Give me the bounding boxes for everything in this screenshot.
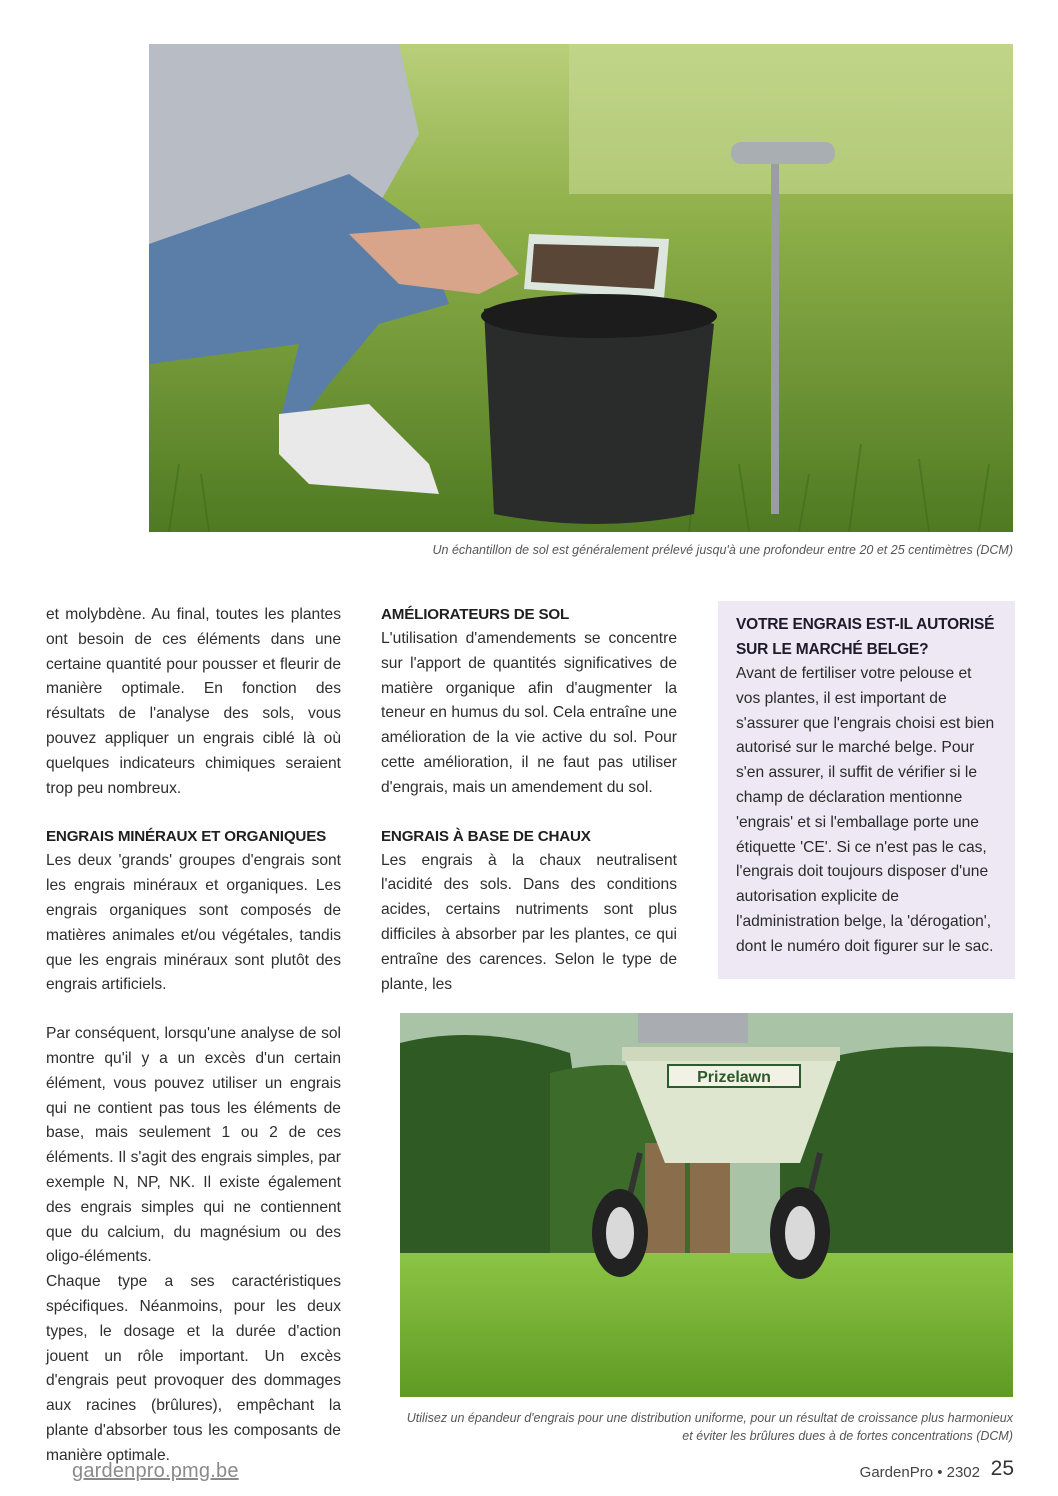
article-column-1	[46, 603, 341, 1469]
paragraph: Les engrais à la chaux neutralisent l'acidité des sols. Dans des conditions acides, certains nutriments sont plus difficiles à absorber par les plantes, ce qui entraîne des carences. Selon le type de plante, les	[381, 851, 677, 993]
paragraph: Par conséquent, lorsqu'une analyse de sol montre qu'il y a un excès d'un certain élément, vous pouvez utiliser un engrais qui ne contient pas tous les éléments de base, mais seulement 1 ou 2 de ces éléments. Il s'agit des engrais simples, par exemple N, NP, NK. Il existe également des engrais simples qui ne contiennent que du calcium, du magnésium ou des oligo-éléments.	[46, 1025, 341, 1266]
spreader-brand-label: Prizelawn	[697, 1069, 771, 1086]
info-box-title: VOTRE ENGRAIS EST-IL AUTORISÉ SUR LE MARCHÉ BELGE?	[736, 616, 995, 658]
page-number: 25	[990, 1457, 1014, 1480]
photo-caption: Un échantillon de sol est généralement prélevé jusqu'à une profondeur entre 20 et 25 centimètres (DCM)	[432, 543, 1013, 557]
footer-url-link[interactable]: gardenpro.pmg.be	[72, 1460, 239, 1482]
info-box-text: Avant de fertiliser votre pelouse et vos plantes, il est important de s'assurer que l'engrais choisi est bien autorisé sur le marché belge. Pour s'en assurer, il suffit de vérifier si le champ de déclaration mentionne 'engrais' et si l'emballage porte une étiquette 'CE'. Si ce n'est pas le cas, l'engrais doit toujours disposer d'une autorisation explicite de l'administration belge, la 'dérogation', dont le numéro doit figurer sur le sac.	[736, 665, 995, 955]
section-heading: ENGRAIS À BASE DE CHAUX	[381, 827, 591, 845]
paragraph: L'utilisation d'amendements se concentre sur l'apport de quantités significatives de matière organique afin d'augmenter la teneur en humus du sol. Cela entraîne une amélioration de la vie active du sol. Pour cette amélioration, il ne faut pas utiliser d'engrais, mais un amendement du sol.	[381, 630, 677, 796]
info-box	[718, 601, 1015, 979]
spreader-photo	[400, 1013, 1013, 1397]
footer-magazine: GardenPro • 2302	[859, 1464, 980, 1481]
soil-sampling-photo	[149, 44, 1013, 532]
section-heading: AMÉLIORATEURS DE SOL	[381, 606, 570, 623]
section-heading: ENGRAIS MINÉRAUX ET ORGANIQUES	[46, 828, 327, 846]
photo-caption: Utilisez un épandeur d'engrais pour une distribution uniforme, pour un résultat de croissance plus harmonieux et éviter les brûlures dues à de fortes concentrations (DCM)	[406, 1411, 1013, 1443]
paragraph: Les deux 'grands' groupes d'engrais sont les engrais minéraux et organiques. Les engrais organiques sont composés de matières animales et/ou végétales, tandis que les engrais minéraux sont plutôt des engrais artificiels.	[46, 852, 341, 994]
paragraph: Chaque type a ses caractéristiques spécifiques. Néanmoins, pour les deux types, le dosage et la durée d'action jouent un rôle important. Un excès d'engrais peut provoquer des dommages aux racines (brûlures), empêchant la plante d'absorber tous les composants de manière optimale.	[46, 1273, 341, 1464]
article-column-2	[381, 603, 677, 997]
paragraph: et molybdène. Au final, toutes les plantes ont besoin de ces éléments dans une certaine quantité pour pousser et fleurir de manière optimale. En fonction des résultats de l'analyse des sols, vous pouvez appliquer un engrais ciblé là où quelques indicateurs chimiques seraient trop peu nombreux.	[46, 606, 341, 797]
